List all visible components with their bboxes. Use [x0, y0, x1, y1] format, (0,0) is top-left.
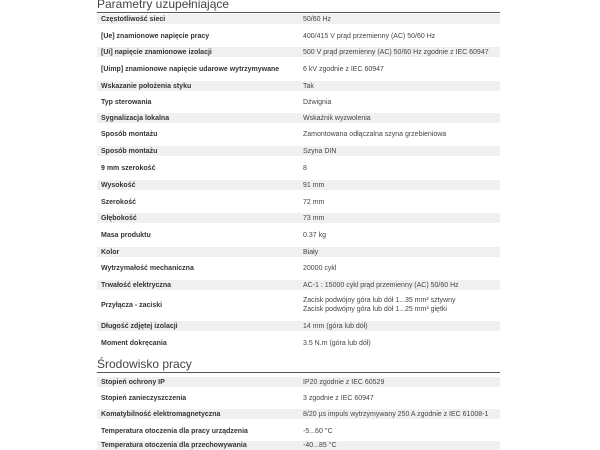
- spec-row: [97, 321, 500, 331]
- spec-row: [97, 14, 500, 24]
- spec-row: [97, 377, 500, 387]
- spec-value: IP20 zgodnie z IEC 60529: [303, 378, 385, 386]
- spec-label: [Ui] napięcie znamionowe izolacji: [101, 48, 212, 56]
- section-title-environment: Środowisko pracy: [97, 359, 500, 373]
- spec-value: Szyna DIN: [303, 147, 337, 155]
- spec-value: 500 V prąd przemienny (AC) 50/60 Hz zgodnie z IEC 60947: [303, 48, 489, 56]
- spec-row: [97, 129, 500, 139]
- spec-label: Głębokość: [101, 214, 137, 222]
- spec-row: [97, 31, 500, 41]
- spec-label: Wytrzymałość mechaniczna: [101, 264, 194, 272]
- spec-row: [97, 163, 500, 173]
- spec-row: [97, 426, 500, 436]
- spec-label: Kolor: [101, 248, 120, 256]
- spec-value: Biały: [303, 248, 319, 256]
- spec-row: [97, 393, 500, 403]
- spec-row: [97, 230, 500, 240]
- spec-value-line: Zacisk podwójny góra lub dół 1...35 mm² sztywny: [303, 297, 456, 304]
- spec-label: Stopień zanieczyszczenia: [101, 394, 187, 402]
- spec-label: Sposób montażu: [101, 147, 158, 155]
- spec-label: Trwałość elektryczna: [101, 281, 172, 289]
- spec-row: [97, 47, 500, 57]
- section-title-supplementary-params: Parametry uzupełniające: [97, 0, 500, 13]
- spec-value-line: Zacisk podwójny góra lub dół 1...25 mm² giętki: [303, 306, 447, 313]
- spec-row: [97, 441, 500, 450]
- spec-value: 400/415 V prąd przemienny (AC) 50/60 Hz: [303, 32, 436, 40]
- spec-label: Temperatura otoczenia dla przechowywania: [101, 442, 247, 449]
- spec-row: [97, 97, 500, 107]
- spec-value: 8: [303, 164, 307, 172]
- spec-value: 8/20 µs impuls wytrzymywany 250 A zgodnie z IEC 61008-1: [303, 410, 489, 418]
- spec-label: Typ sterowania: [101, 98, 152, 106]
- spec-label: Stopień ochrony IP: [101, 378, 165, 386]
- spec-row: [97, 213, 500, 223]
- spec-value: 3.5 N.m (góra lub dół): [303, 339, 371, 347]
- spec-label: Sygnalizacja lokalna: [101, 114, 170, 122]
- spec-label: 9 mm szerokość: [101, 164, 156, 172]
- spec-row: [97, 180, 500, 190]
- spec-value: Wskaźnik wyzwolenia: [303, 114, 371, 122]
- spec-value: 73 mm: [303, 214, 325, 222]
- spec-label: Szerokość: [101, 198, 137, 206]
- spec-label: Moment dokręcania: [101, 339, 167, 347]
- spec-row: [97, 280, 500, 290]
- spec-label: Częstotliwość sieci: [101, 15, 166, 23]
- spec-label: Przyłącza - zaciski: [101, 301, 163, 309]
- spec-value: 72 mm: [303, 198, 325, 206]
- spec-label: Temperatura otoczenia dla pracy urządzenia: [101, 427, 248, 435]
- spec-row: [97, 247, 500, 257]
- spec-label: Wskazanie położenia styku: [101, 82, 192, 90]
- spec-row: [97, 338, 500, 348]
- spec-value: Dźwignia: [303, 98, 332, 106]
- spec-label: [Uimp] znamionowe napięcie udarowe wytrzymywane: [101, 65, 280, 73]
- spec-label: Wysokość: [101, 181, 136, 189]
- spec-label: Masa produktu: [101, 231, 151, 239]
- spec-value: 0.37 kg: [303, 231, 326, 239]
- spec-value: 20000 cykl: [303, 264, 337, 272]
- spec-row: [97, 113, 500, 123]
- spec-row: [97, 81, 500, 91]
- spec-value: 91 mm: [303, 181, 325, 189]
- spec-row: [97, 263, 500, 273]
- spec-value: 14 mm (góra lub dół): [303, 322, 368, 330]
- spec-value: 6 kV zgodnie z IEC 60947: [303, 65, 384, 73]
- spec-row: [97, 146, 500, 156]
- spec-value: -40...85 °C: [303, 442, 337, 449]
- spec-value: 50/60 Hz: [303, 15, 332, 23]
- spec-value: Zamontowana odłączalna szyna grzebieniowa: [303, 130, 447, 138]
- spec-row: [97, 197, 500, 207]
- spec-value: Tak: [303, 82, 314, 90]
- spec-label: Długość zdjętej izolacji: [101, 322, 178, 330]
- spec-value: 3 zgodnie z IEC 60947: [303, 394, 374, 402]
- spec-value: [299, 296, 500, 314]
- spec-row: [97, 64, 500, 74]
- spec-label: [Ue] znamionowe napięcie pracy: [101, 32, 210, 40]
- spec-row: [97, 409, 500, 419]
- spec-value: -5...60 °C: [303, 427, 333, 435]
- spec-value: AC-1 : 15000 cykl prąd przemienny (AC) 50/60 Hz: [303, 281, 459, 289]
- spec-label: Sposób montażu: [101, 130, 158, 138]
- spec-row: [97, 295, 500, 315]
- spec-label: Komatybilność elektromagnetyczna: [101, 410, 221, 418]
